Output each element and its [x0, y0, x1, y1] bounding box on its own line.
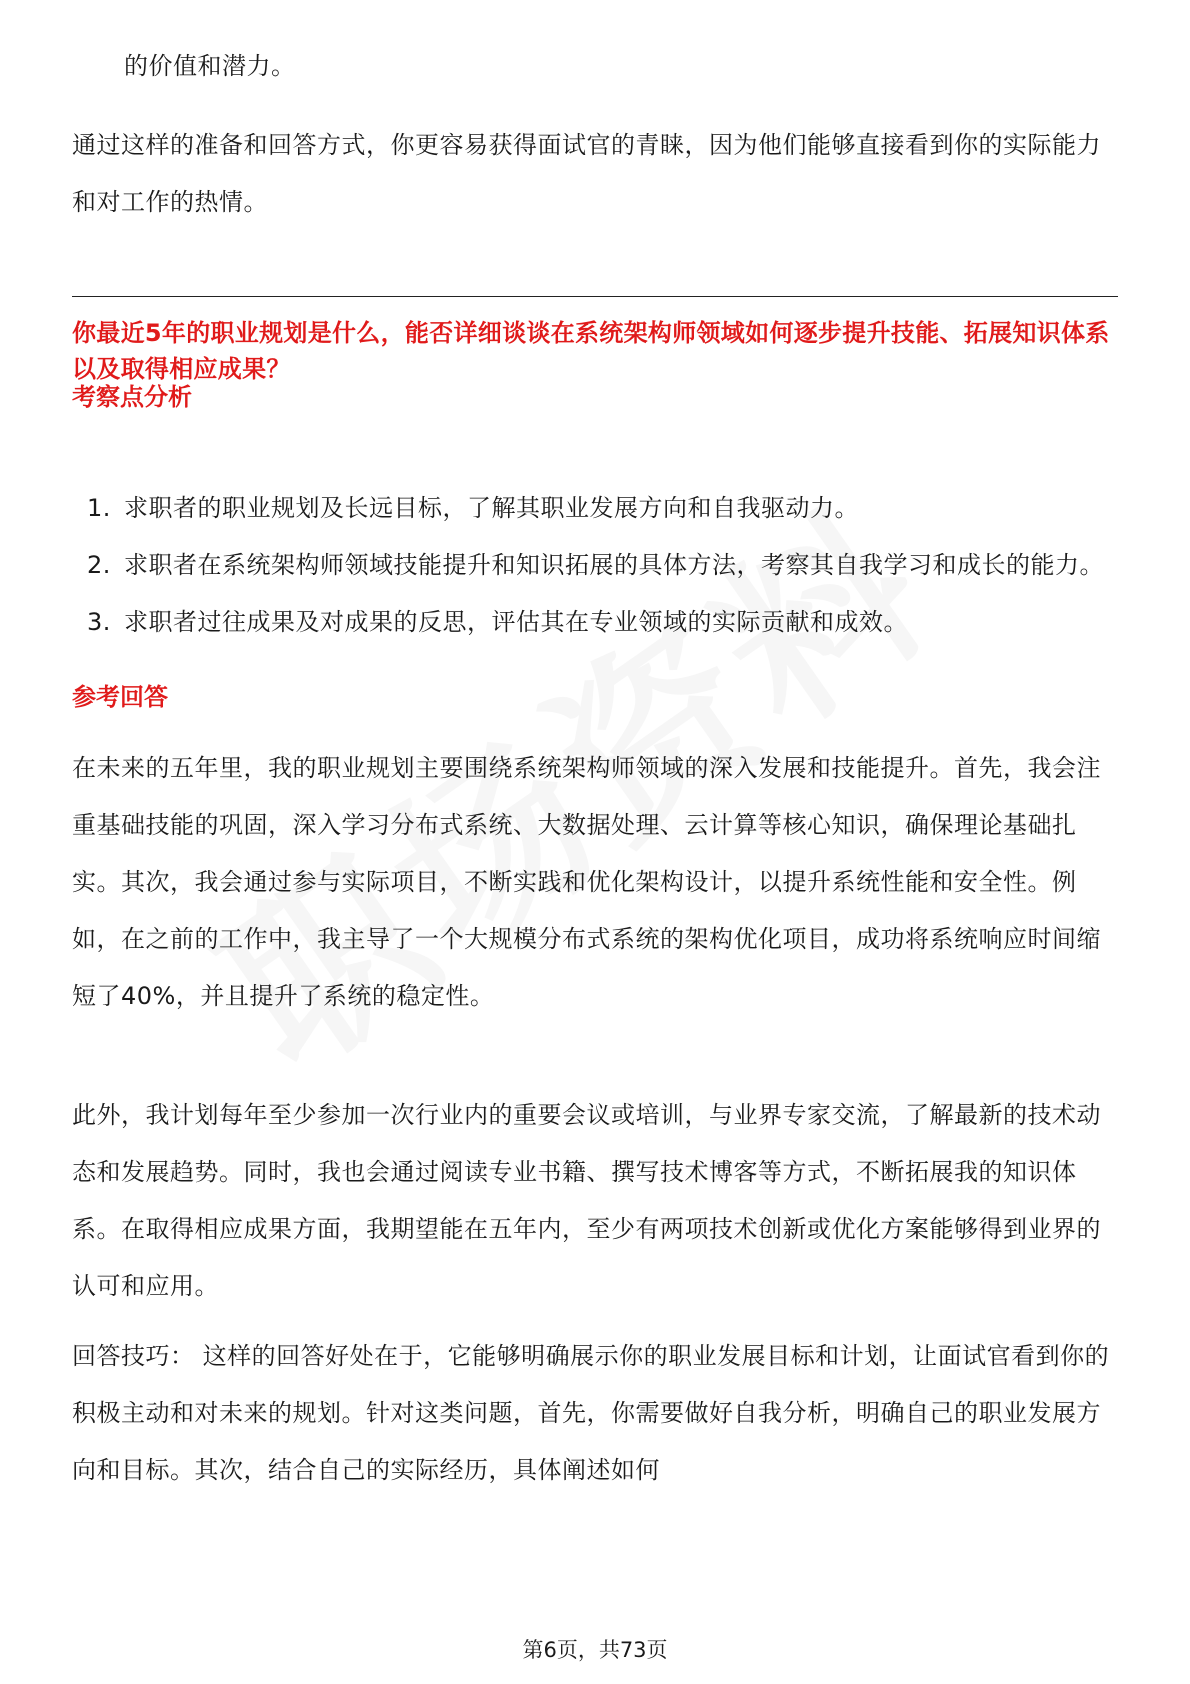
answer-tips: 回答技巧： 这样的回答好处在于，它能够明确展示你的职业发展目标和计划，让面试官看到你的积极主动和对未来的规划。针对这类问题，首先，你需要做好自我分析，明确自己的职业发展方向和目标。其次，结合自己的实际经历，具体阐述如何: [72, 1342, 1110, 1484]
list-item: [72, 537, 1118, 594]
question-heading: 你最近5年的职业规划是什么，能否详细谈谈在系统架构师领域如何逐步提升技能、拓展知识体系以及取得相应成果？: [72, 319, 1110, 383]
page-number: 第6页，共73页: [522, 1638, 668, 1662]
section-divider: [72, 296, 1118, 297]
analysis-list: [72, 480, 1118, 651]
list-item-number: 3.: [87, 608, 111, 636]
list-item: [72, 480, 1118, 537]
answer-title: 参考回答: [72, 683, 168, 711]
list-item-number: 2.: [87, 551, 111, 579]
list-item-text: 求职者过往成果及对成果的反思，评估其在专业领域的实际贡献和成效。: [124, 608, 908, 636]
list-item-text: 求职者的职业规划及长远目标，了解其职业发展方向和自我驱动力。: [124, 494, 859, 522]
answer-paragraph-1: 在未来的五年里，我的职业规划主要围绕系统架构师领域的深入发展和技能提升。首先，我会注重基础技能的巩固，深入学习分布式系统、大数据处理、云计算等核心知识，确保理论基础扎实。其次，我会通过参与实际项目，不断实践和优化架构设计，以提升系统性能和安全性。例如，在之前的工作中，我主导了一个大规模分布式系统的架构优化项目，成功将系统响应时间缩短了40%，并且提升了系统的稳定性。: [72, 754, 1101, 1010]
intro-paragraph: 通过这样的准备和回答方式，你更容易获得面试官的青睐，因为他们能够直接看到你的实际能力和对工作的热情。: [72, 131, 1101, 216]
list-item-text: 求职者在系统架构师领域技能提升和知识拓展的具体方法，考察其自我学习和成长的能力。: [124, 551, 1104, 579]
list-item: [72, 594, 1118, 651]
analysis-title: 考察点分析: [72, 383, 192, 411]
list-item-number: 1.: [87, 494, 111, 522]
answer-paragraph-2: 此外，我计划每年至少参加一次行业内的重要会议或培训，与业界专家交流，了解最新的技术动态和发展趋势。同时，我也会通过阅读专业书籍、撰写技术博客等方式，不断拓展我的知识体系。在取得相应成果方面，我期望能在五年内，至少有两项技术创新或优化方案能够得到业界的认可和应用。: [72, 1101, 1101, 1300]
intro-continuation: 的价值和潜力。: [124, 52, 296, 80]
